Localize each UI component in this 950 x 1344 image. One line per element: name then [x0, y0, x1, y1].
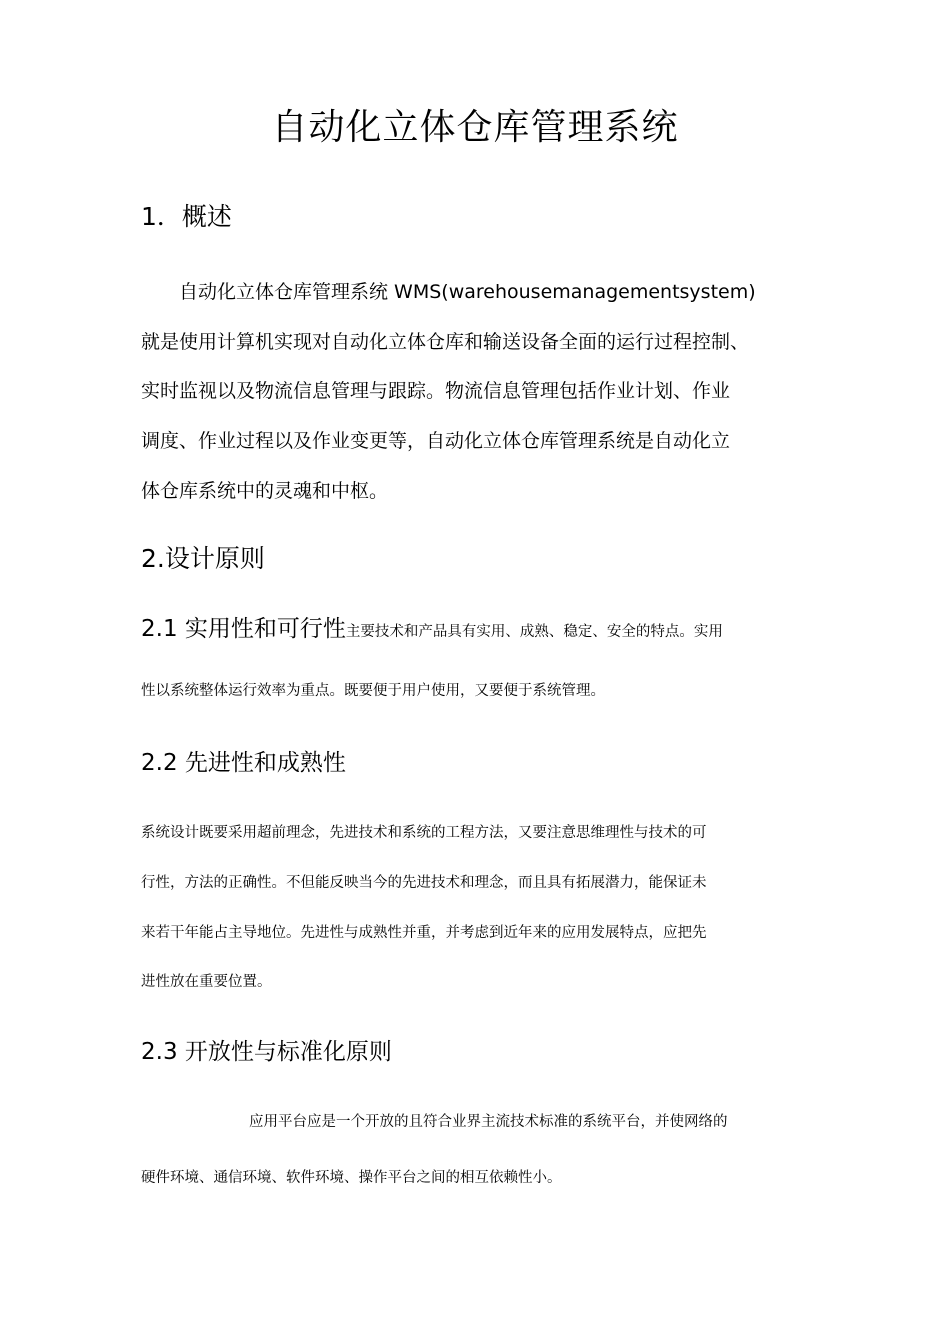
subsection-2-2-line-4: 进性放在重要位置。	[141, 974, 272, 990]
overview-line-2: 就是使用计算机实现对自动化立体仓库和输送设备全面的运行过程控制、	[141, 331, 750, 353]
subsection-2-2-line-1: 系统设计既要采用超前理念，先进技术和系统的工程方法，又要注意思维理性与技术的可	[141, 825, 707, 841]
subsection-2-1	[141, 613, 723, 648]
subsection-2-1-line-2: 性以系统整体运行效率为重点。既要便于用户使用，又要便于系统管理。	[141, 683, 605, 699]
overview-line-3: 实时监视以及物流信息管理与跟踪。物流信息管理包括作业计划、作业	[141, 380, 731, 402]
subsection-2-3-line-1: 应用平台应是一个开放的且符合业界主流技术标准的系统平台，并使网络的	[249, 1114, 728, 1130]
subsection-2-1-inline-text: 主要技术和产品具有实用、成熟、稳定、安全的特点。实用	[345, 624, 723, 640]
overview-line-1: 自动化立体仓库管理系统 WMS(warehousemanagementsystem)	[179, 281, 756, 303]
subsection-2-3-line-2: 硬件环境、通信环境、软件环境、操作平台之间的相互依赖性小。	[141, 1170, 562, 1186]
subsection-2-3-heading: 2.3 开放性与标准化原则	[141, 1039, 392, 1065]
subsection-2-2-line-2: 行性，方法的正确性。不但能反映当今的先进技术和理念，而且具有拓展潜力，能保证未	[141, 875, 707, 891]
section-heading-design-principles: 2.设计原则	[141, 544, 265, 573]
overview-line-4: 调度、作业过程以及作业变更等，自动化立体仓库管理系统是自动化立	[141, 430, 731, 452]
overview-line-5: 体仓库系统中的灵魂和中枢。	[141, 480, 389, 502]
document-title: 自动化立体仓库管理系统	[271, 107, 679, 148]
subsection-2-2-heading: 2.2 先进性和成熟性	[141, 750, 346, 776]
subsection-2-2-line-3: 来若干年能占主导地位。先进性与成熟性并重，并考虑到近年来的应用发展特点，应把先	[141, 925, 707, 941]
section-heading-overview: 1．概述	[141, 202, 232, 231]
subsection-2-1-heading: 2.1 实用性和可行性	[141, 616, 346, 642]
